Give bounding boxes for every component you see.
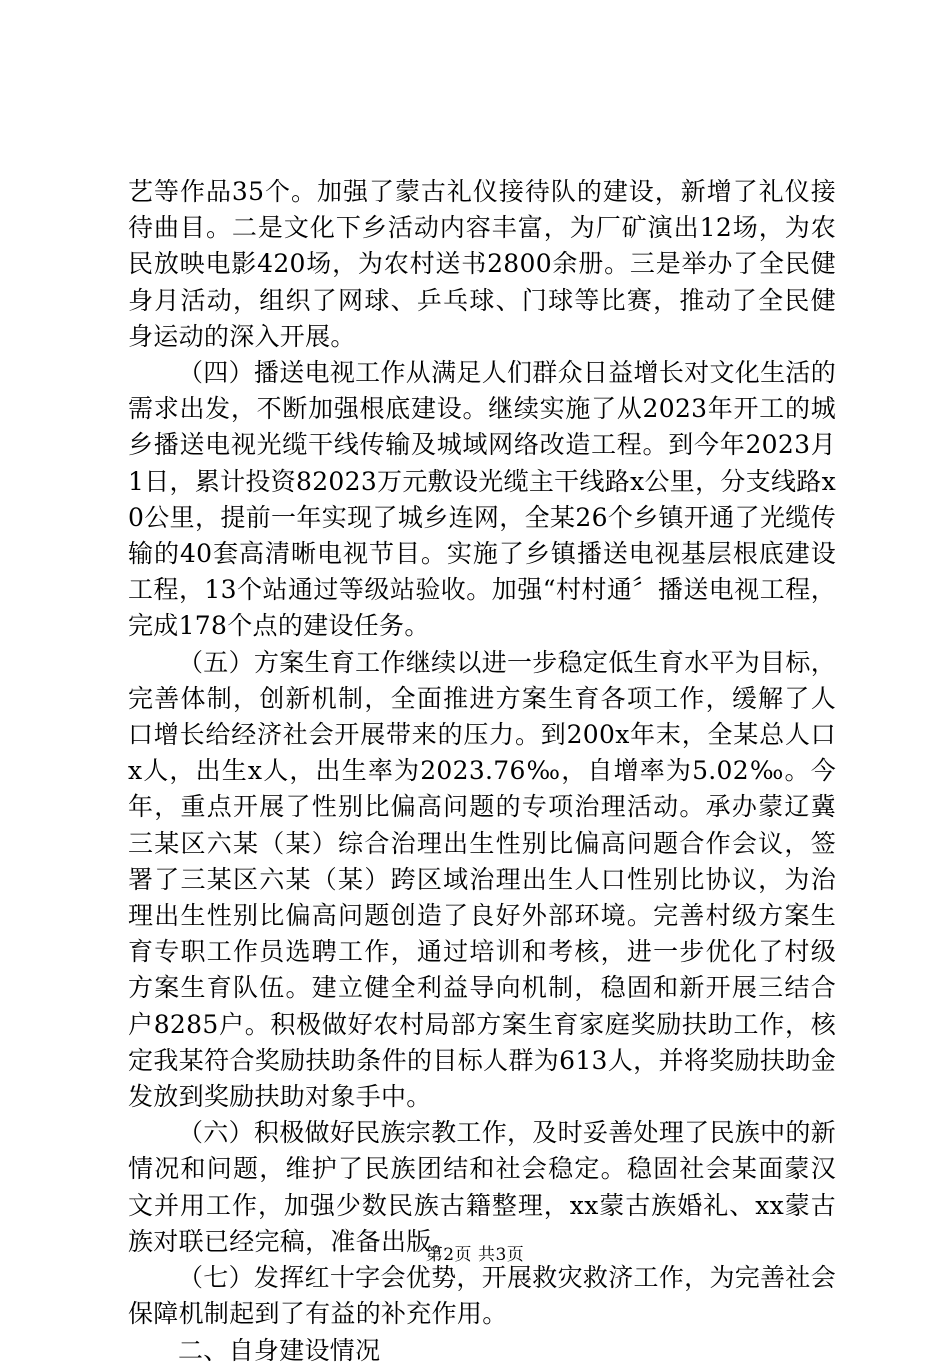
section-heading-self-construction: 二、自身建设情况: [178, 1335, 381, 1365]
paragraph-ethnic-religion: （六）积极做好民族宗教工作，及时妥善处理了民族中的新情况和问题，维护了民族团结和社会稳定。稳固社会某面蒙汉文并用工作，加强少数民族古籍整理，xx蒙古族婚礼、xx蒙古族对联已经完稿，准备出版。: [128, 1118, 836, 1256]
paragraph-broadcast-tv: （四）播送电视工作从满足人们群众日益增长对文化生活的需求出发，不断加强根底建设。继续实施了从2023年开工的城乡播送电视光缆干线传输及城域网络改造工程。到今年2023月1日，累计投资82023万元敷设光缆主干线路x公里，分支线路x0公里，提前一年实现了城乡连网，全某26个乡镇开通了光缆传输的40套高清晰电视节目。实施了乡镇播送电视基层根底建设工程，13个站通过等级站验收。加强“村村通〞播送电视工程，完成178个点的建设任务。: [128, 358, 836, 641]
paragraph-family-planning: （五）方案生育工作继续以进一步稳定低生育水平为目标，完善体制，创新机制，全面推进方案生育各项工作，缓解了人口增长给经济社会开展带来的压力。到200x年末，全某总人口x人，出生x人，出生率为2023.76‰，自增率为5.02‰。今年，重点开展了性别比偏高问题的专项治理活动。承办蒙辽冀三某区六某（某）综合治理出生性别比偏高问题合作会议，签署了三某区六某（某）跨区域治理出生人口性别比协议，为治理出生性别比偏高问题创造了良好外部环境。完善村级方案生育专职工作员选聘工作，通过培训和考核，进一步优化了村级方案生育队伍。建立健全利益导向机制，稳固和新开展三结合户8285户。积极做好农村局部方案生育家庭奖励扶助工作，核定我某符合奖励扶助条件的目标人群为613人，并将奖励扶助金发放到奖励扶助对象手中。: [128, 647, 836, 1112]
page-number-footer: 第2页 共3页: [425, 1245, 525, 1265]
document-body: [128, 174, 836, 1369]
paragraph-red-cross: （七）发挥红十字会优势，开展救灾救济工作，为完善社会保障机制起到了有益的补充作用。: [128, 1263, 836, 1329]
paragraph-culture-activities: 艺等作品35个。加强了蒙古礼仪接待队的建设，新增了礼仪接待曲目。二是文化下乡活动内容丰富，为厂矿演出12场，为农民放映电影420场，为农村送书2800余册。三是举办了全民健身月活动，组织了网球、乒乓球、门球等比赛，推动了全民健身运动的深入开展。: [128, 177, 836, 351]
